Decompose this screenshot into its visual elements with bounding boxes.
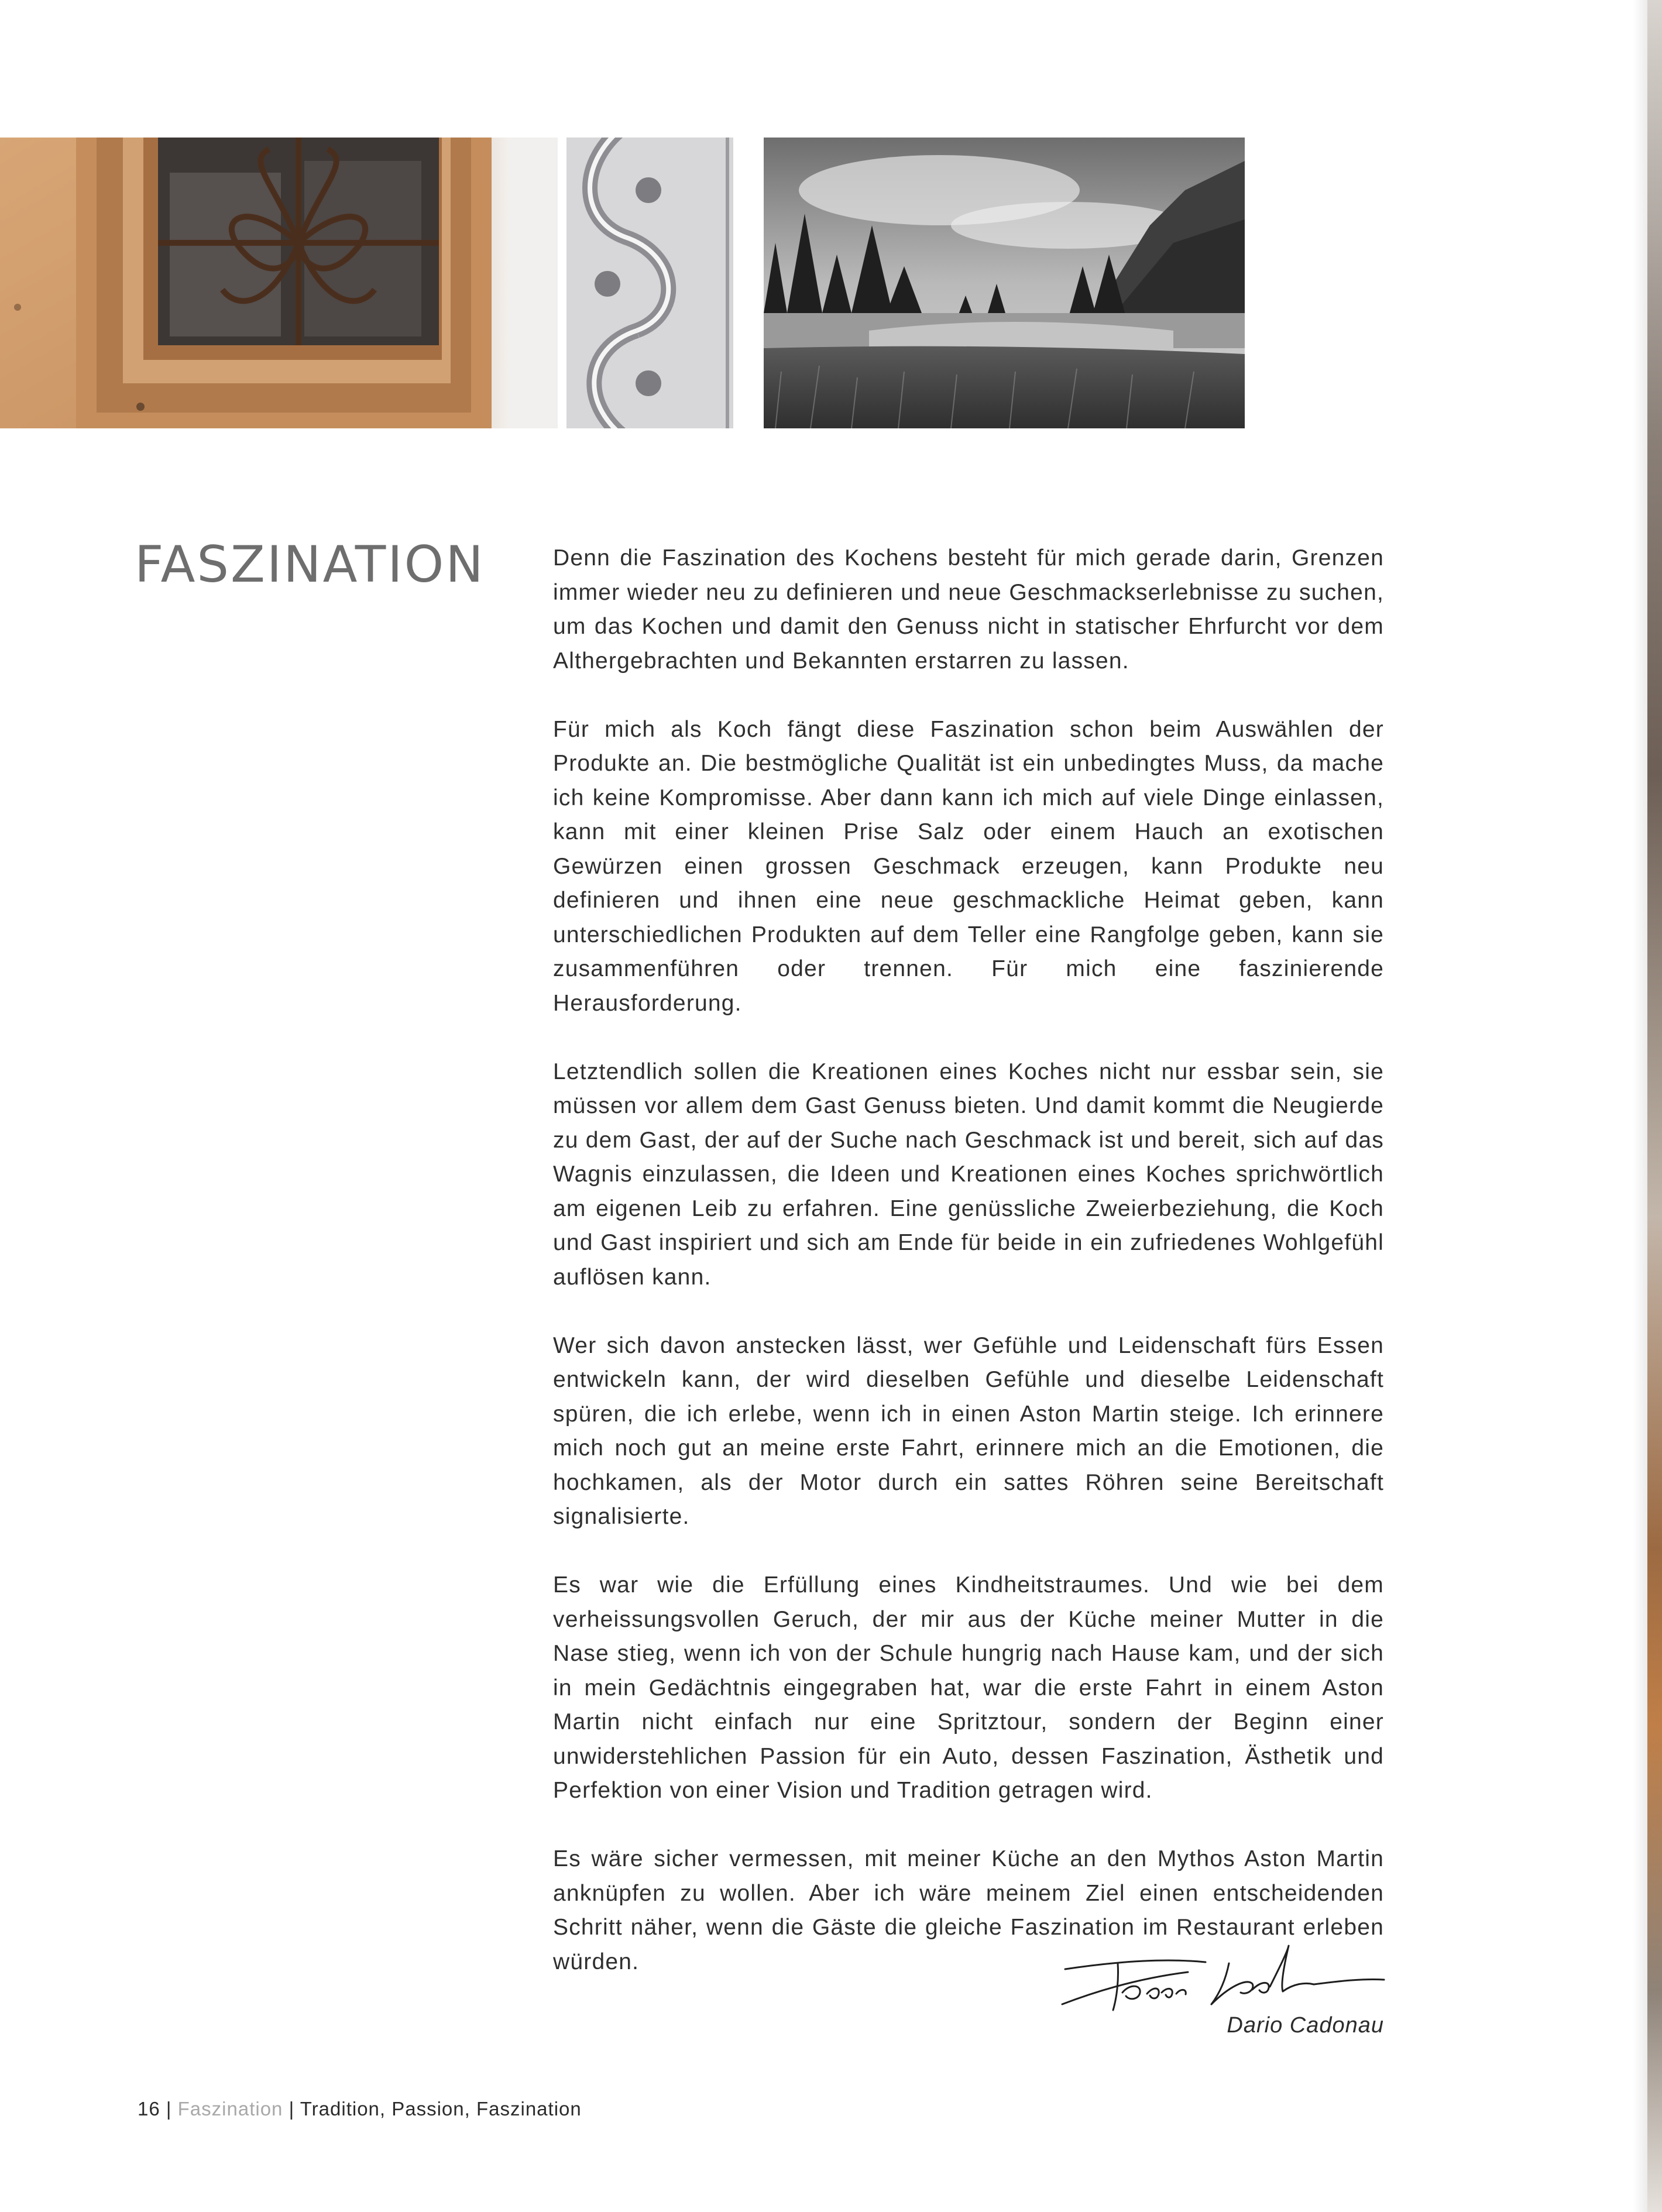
page-number: 16 [138,2098,160,2120]
page-title: FASZINATION [135,535,485,594]
window-photo [0,138,508,428]
signer-name: Dario Cadonau [1227,2013,1384,2038]
page-footer [138,2098,582,2120]
article-body [553,541,1384,2014]
mountain-lake-photo [764,138,1245,428]
paragraph: Wer sich davon anstecken lässt, wer Gefühle und Leidenschaft fürs Essen entwickeln kann, der wird dieselben Gefühle und dieselbe Leidenschaft spüren, die ich erlebe, wenn ich in einen Aston Martin steige. Ich erinnere mich noch gut an meine erste Fahrt, erinnere mich an die Emotionen, die hochkamen, als der Motor durch ein sattes Röhren seine Bereitschaft signalisierte. [553,1332,1384,1529]
next-page-edge [1647,0,1662,2212]
footer-publication-title: Tradition, Passion, Faszination [300,2098,582,2120]
footer-section-name: Faszination [177,2098,283,2120]
paragraph: Letztendlich sollen die Kreationen eines Koches nicht nur essbar sein, sie müssen vor allem dem Gast Genuss bieten. Und damit kommt die Neugierde zu dem Gast, der auf der Suche nach Geschmack ist und bereit, sich auf das Wagnis einzulassen, die Ideen und Kreationen eines Koches sprichwörtlich am eigenen Leib zu erfahren. Eine genüssliche Zweierbeziehung, die Koch und Gast inspiriert und sich am Ende für beide in ein zufriedenes Wohlgefühl auflösen kann. [553,1059,1384,1290]
paragraph: Denn die Faszination des Kochens besteht für mich gerade darin, Grenzen immer wieder neu zu definieren und neue Geschmackserlebnisse zu suchen, um das Kochen und damit den Genuss nicht in statischer Ehrfurcht vor dem Althergebrachten und Bekannten erstarren zu lassen. [553,545,1384,674]
paragraph: Es wäre sicher vermessen, mit meiner Küche an den Mythos Aston Martin anknüpfen zu wollen. Aber ich wäre meinem Ziel einen entscheidenden Schritt näher, wenn die Gäste die gleiche Faszination im Restaurant erleben würden. [553,1846,1384,1974]
footer-separator: | [289,2098,295,2120]
handwritten-signature [1053,1928,1387,2022]
paragraph: Es war wie die Erfüllung eines Kindheitstraumes. Und wie bei dem verheissungsvollen Geruch, der mir aus der Küche meiner Mutter in die Nase stieg, wenn ich von der Schule hungrig nach Hause kam, und der sich in mein Gedächtnis eingegraben hat, war die erste Fahrt in einem Aston Martin nicht einfach nur eine Spritztour, sondern der Beginn einer unwiderstehlichen Passion für ein Auto, dessen Faszination, Ästhetik und Perfektion von einer Vision und Tradition getragen wird. [553,1572,1384,1803]
footer-separator: | [166,2098,172,2120]
ornament-photo [508,138,760,428]
paragraph: Für mich als Koch fängt diese Faszination schon beim Auswählen der Produkte an. Die bestmögliche Qualität ist ein unbedingtes Muss, da mache ich keine Kompromisse. Aber dann kann ich mich auf viele Dinge einlassen, kann mit einer kleinen Prise Salz oder einem Hauch an exotischen Gewürzen einen grossen Geschmack erzeugen, kann Produkte neu definieren und ihnen eine neue geschmackliche Heimat geben, kann unterschiedlichen Produkten auf dem Teller eine Rangfolge geben, kann sie zusammenführen oder trennen. Für mich eine faszinierende Herausforderung. [553,716,1384,1016]
page-edge-shadow [1633,0,1647,2212]
